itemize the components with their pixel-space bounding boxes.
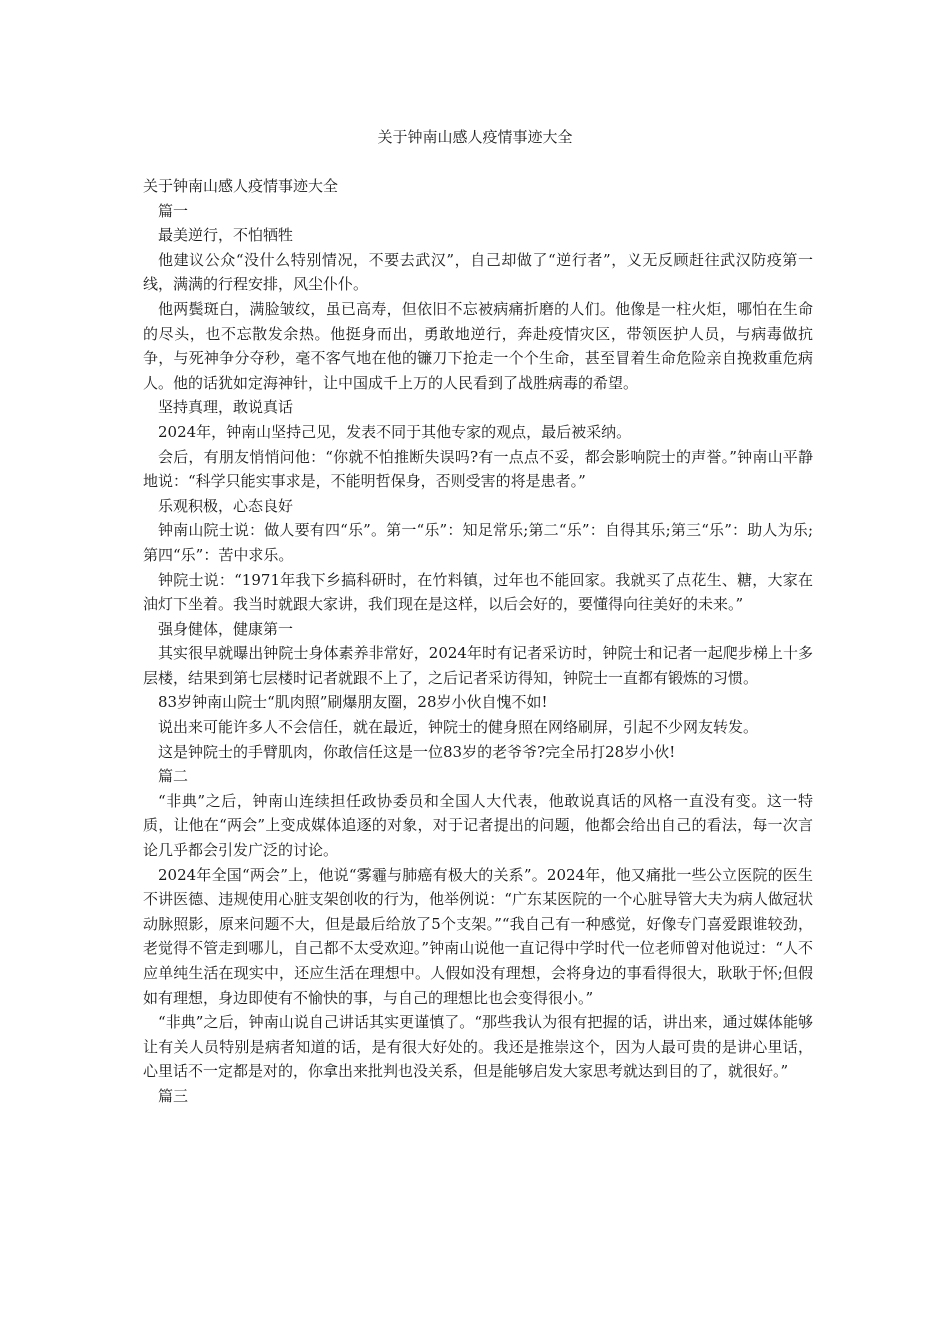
subheading-health: 强身健体，健康第一: [158, 619, 294, 638]
paragraph: “非典”之后，钟南山连续担任政协委员和全国人大代表，他敢说真话的风格一直没有变。这一特质，让他在“两会”上变成媒体追逐的对象，对于记者提出的问题，他都会给出自己的看法，每一次言论几乎都会引发广泛的讨论。: [143, 791, 813, 860]
subheading-optimism: 乐观积极，心态良好: [158, 496, 294, 515]
document-body: [143, 174, 813, 1109]
section-label-1: 篇一: [158, 201, 189, 220]
paragraph: 2024年全国“两会”上，他说“雾霾与肺癌有极大的关系”。2024年，他又痛批一些公立医院的医生不讲医德、违规使用心脏支架创收的行为，他举例说：“广东某医院的一个心脏导管大夫为病人做冠状动脉照影，原来问题不大，但是最后给放了5个支架。”“我自己有一种感觉，好像专门喜爱跟谁较劲，老觉得不管走到哪儿，自己都不太受欢迎。”钟南山说他一直记得中学时代一位老师曾对他说过：“人不应单纯生活在现实中，还应生活在理想中。人假如没有理想，会将身边的事看得很大，耿耿于怀;但假如有理想，身边即使有不愉快的事，与自己的理想比也会变得很小。”: [143, 865, 813, 1007]
paragraph: 钟院士说：“1971年我下乡搞科研时，在竹料镇，过年也不能回家。我就买了点花生、糖，大家在油灯下坐着。我当时就跟大家讲，我们现在是这样，以后会好的，要懂得向往美好的未来。”: [143, 570, 813, 614]
paragraph: 其实很早就曝出钟院士身体素养非常好，2024年时有记者采访时，钟院士和记者一起爬步梯上十多层楼，结果到第七层楼时记者就跟不上了，之后记者采访得知，钟院士一直都有锻炼的习惯。: [143, 644, 813, 687]
paragraph: 他两鬓斑白，满脸皱纹，虽已高寿，但依旧不忘被病痛折磨的人们。他像是一柱火炬，哪怕在生命的尽头，也不忘散发余热。他挺身而出，勇敢地逆行，奔赴疫情灾区，带领医护人员，与病毒做抗争，与死神争分夺秒，毫不客气地在他的镰刀下抢走一个个生命，甚至冒着生命危险亲自挽救重危病人。他的话犹如定海神针，让中国成千上万的人民看到了战胜病毒的希望。: [143, 299, 813, 392]
section-label-3: 篇三: [158, 1086, 189, 1105]
paragraph: “非典”之后，钟南山说自己讲话其实更谨慎了。“那些我认为很有把握的话，讲出来，通过媒体能够让有关人员特别是病者知道的话，是有很大好处的。我还是推崇这个，因为人最可贵的是讲心里话，心里话不一定都是对的，你拿出来批判也没关系，但是能够启发大家思考就达到目的了，就很好。”: [143, 1013, 813, 1081]
paragraph: 83岁钟南山院士“肌肉照”刷爆朋友圈，28岁小伙自愧不如!: [158, 693, 548, 712]
paragraph: 他建议公众“没什么特别情况，不要去武汉”，自己却做了“逆行者”，义无反顾赶往武汉防疫第一线，满满的行程安排，风尘仆仆。: [143, 250, 813, 294]
document-title: 关于钟南山感人疫情事迹大全: [377, 128, 573, 146]
paragraph: 钟南山院士说：做人要有四“乐”。第一“乐”：知足常乐;第二“乐”：自得其乐;第三“乐”：助人为乐;第四“乐”：苦中求乐。: [143, 521, 813, 564]
paragraph: 说出来可能许多人不会信任，就在最近，钟院士的健身照在网络刷屏，引起不少网友转发。: [158, 718, 759, 737]
paragraph: 这是钟院士的手臂肌肉，你敢信任这是一位83岁的老爷爷?完全吊打28岁小伙!: [158, 742, 676, 761]
paragraph: 2024年，钟南山坚持己见，发表不同于其他专家的观点，最后被采纳。: [158, 422, 632, 441]
section-label-2: 篇二: [158, 767, 189, 786]
paragraph: 会后，有朋友悄悄问他：“你就不怕推断失误吗?有一点点不妥，都会影响院士的声誉。”钟南山平静地说：“科学只能实事求是，不能明哲保身，否则受害的将是患者。”: [143, 447, 813, 491]
subheading-truth: 坚持真理，敢说真话: [158, 398, 294, 417]
subheading-brave: 最美逆行，不怕牺牲: [158, 226, 294, 245]
body-heading: 关于钟南山感人疫情事迹大全: [143, 177, 339, 195]
